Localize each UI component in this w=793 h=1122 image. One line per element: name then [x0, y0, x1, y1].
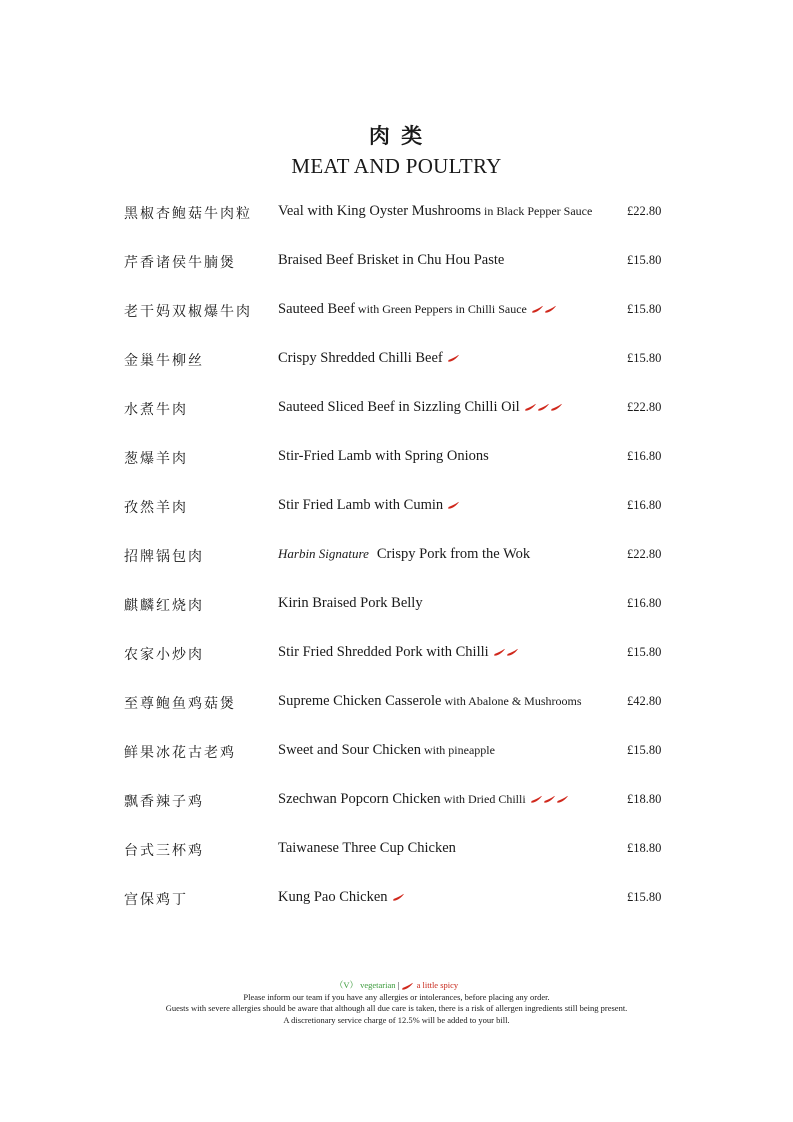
chilli-icon [550, 403, 563, 412]
dish-description: with pineapple [420, 743, 495, 757]
dish-price: £22.80 [627, 400, 662, 414]
menu-item [0, 885, 793, 934]
dish-price: £15.80 [627, 743, 662, 757]
dish-main-name: Sauteed Sliced Beef in Sizzling Chilli Oil [278, 399, 520, 415]
legend-separator: | [395, 980, 402, 990]
dish-name-english [278, 889, 405, 906]
dish-name-chinese: 招牌锅包肉 [124, 549, 204, 565]
dish-description: in Black Pepper Sauce [481, 204, 593, 218]
dish-name-english [278, 791, 569, 808]
page-title-chinese: 肉 类 [368, 123, 425, 148]
menu-item [0, 738, 793, 787]
dish-main-name: Stir Fried Lamb with Cumin [278, 497, 444, 513]
dish-name-english [278, 497, 460, 514]
dish-name-english [278, 203, 592, 220]
dish-price: £15.80 [627, 890, 662, 904]
dish-price: £22.80 [627, 204, 662, 218]
menu-item [0, 591, 793, 640]
chilli-icon [531, 305, 544, 314]
signature-label: Harbin Signature [278, 546, 369, 561]
menu-item [0, 640, 793, 689]
dish-price: £16.80 [627, 449, 662, 463]
menu-item [0, 787, 793, 836]
dish-main-name: Crispy Shredded Chilli Beef [278, 350, 443, 366]
chilli-icon [401, 982, 414, 991]
dish-name-english [278, 546, 530, 563]
allergy-notice: Please inform our team if you have any allergies or intolerances, before placing any order. [243, 991, 550, 1002]
chilli-icon [544, 305, 557, 314]
dish-price: £18.80 [627, 841, 662, 855]
spice-level [392, 890, 405, 906]
chilli-icon [543, 795, 556, 804]
dish-main-name: Sweet and Sour Chicken [278, 742, 421, 758]
menu-item [0, 199, 793, 248]
spice-level [447, 498, 460, 514]
dish-name-english [278, 644, 519, 661]
menu-item [0, 493, 793, 542]
menu-item [0, 346, 793, 395]
dish-name-english [278, 252, 504, 269]
dish-main-name: Sauteed Beef [278, 301, 355, 317]
dish-name-chinese: 鲜果冰花古老鸡 [124, 745, 236, 761]
dish-main-name: Crispy Pork from the Wok [376, 546, 531, 562]
dish-price: £15.80 [627, 645, 662, 659]
chilli-icon [392, 893, 405, 902]
dish-name-english [278, 399, 563, 416]
dish-name-chinese: 麒麟红烧肉 [124, 598, 204, 614]
spice-level [447, 351, 460, 367]
menu-item [0, 395, 793, 444]
dish-price: £15.80 [627, 302, 662, 316]
chilli-icon [447, 501, 460, 510]
legend-vegetarian: （V） vegetarian [334, 980, 396, 990]
service-charge-note: A discretionary service charge of 12.5% will be added to your bill. [283, 1014, 510, 1025]
dish-main-name: Stir-Fried Lamb with Spring Onions [278, 448, 489, 464]
dish-main-name: Szechwan Popcorn Chicken [278, 791, 441, 807]
chilli-icon [506, 648, 519, 657]
dish-name-english [278, 448, 489, 465]
dish-price: £18.80 [627, 792, 662, 806]
chilli-icon [447, 354, 460, 363]
dish-description: with Dried Chilli [440, 792, 526, 806]
dish-name-english [278, 693, 582, 710]
dish-name-chinese: 金巢牛柳丝 [124, 353, 204, 369]
chilli-icon [524, 403, 537, 412]
dish-name-english [278, 742, 495, 759]
menu-item [0, 444, 793, 493]
dish-price: £16.80 [627, 596, 662, 610]
spice-level [530, 792, 569, 808]
dish-name-chinese: 水煮牛肉 [124, 402, 188, 418]
legend [0, 980, 793, 992]
dish-name-chinese: 台式三杯鸡 [124, 843, 204, 859]
allergen-warning: Guests with severe allergies should be aware that although all due care is taken, there is a risk of allergen ingredients still being present. [165, 1003, 628, 1013]
dish-name-english [278, 350, 460, 367]
chilli-icon [530, 795, 543, 804]
dish-main-name: Stir Fried Shredded Pork with Chilli [278, 644, 489, 660]
dish-name-chinese: 至尊鲍鱼鸡菇煲 [124, 696, 236, 712]
dish-description: with Abalone & Mushrooms [441, 694, 582, 708]
dish-name-chinese: 芹香诸侯牛腩煲 [124, 255, 236, 271]
dish-name-chinese: 农家小炒肉 [124, 647, 204, 663]
dish-main-name: Taiwanese Three Cup Chicken [278, 840, 456, 856]
dish-name-chinese: 葱爆羊肉 [124, 451, 188, 467]
dish-main-name: Kirin Braised Pork Belly [278, 595, 423, 611]
menu-item [0, 689, 793, 738]
chilli-icon [493, 648, 506, 657]
dish-name-chinese: 飘香辣子鸡 [124, 794, 204, 810]
menu-item [0, 836, 793, 885]
dish-name-chinese: 孜然羊肉 [124, 500, 188, 516]
chilli-icon [556, 795, 569, 804]
spice-level [531, 302, 557, 318]
dish-price: £16.80 [627, 498, 662, 512]
dish-main-name: Kung Pao Chicken [278, 889, 388, 905]
spice-level [493, 645, 519, 661]
dish-price: £42.80 [627, 694, 662, 708]
dish-main-name: Supreme Chicken Casserole [278, 693, 442, 709]
menu-item [0, 297, 793, 346]
dish-name-chinese: 宫保鸡丁 [124, 892, 188, 908]
spice-level [524, 400, 563, 416]
menu-item [0, 248, 793, 297]
footer-notes [0, 980, 793, 1026]
dish-description: with Green Peppers in Chilli Sauce [354, 302, 527, 316]
dish-name-chinese: 黑椒杏鲍菇牛肉粒 [124, 206, 252, 222]
dish-name-chinese: 老干妈双椒爆牛肉 [124, 304, 252, 320]
menu-item [0, 542, 793, 591]
dish-name-english [278, 301, 557, 318]
dish-name-english [278, 840, 456, 857]
dish-price: £22.80 [627, 547, 662, 561]
dish-price: £15.80 [627, 253, 662, 267]
dish-main-name: Braised Beef Brisket in Chu Hou Paste [278, 252, 505, 268]
chilli-icon [537, 403, 550, 412]
page-title-english: MEAT AND POULTRY [291, 154, 502, 178]
menu-list [0, 199, 793, 934]
dish-price: £15.80 [627, 351, 662, 365]
legend-spicy: a little spicy [414, 980, 459, 990]
dish-main-name: Veal with King Oyster Mushrooms [278, 203, 481, 219]
dish-name-english [278, 595, 423, 612]
